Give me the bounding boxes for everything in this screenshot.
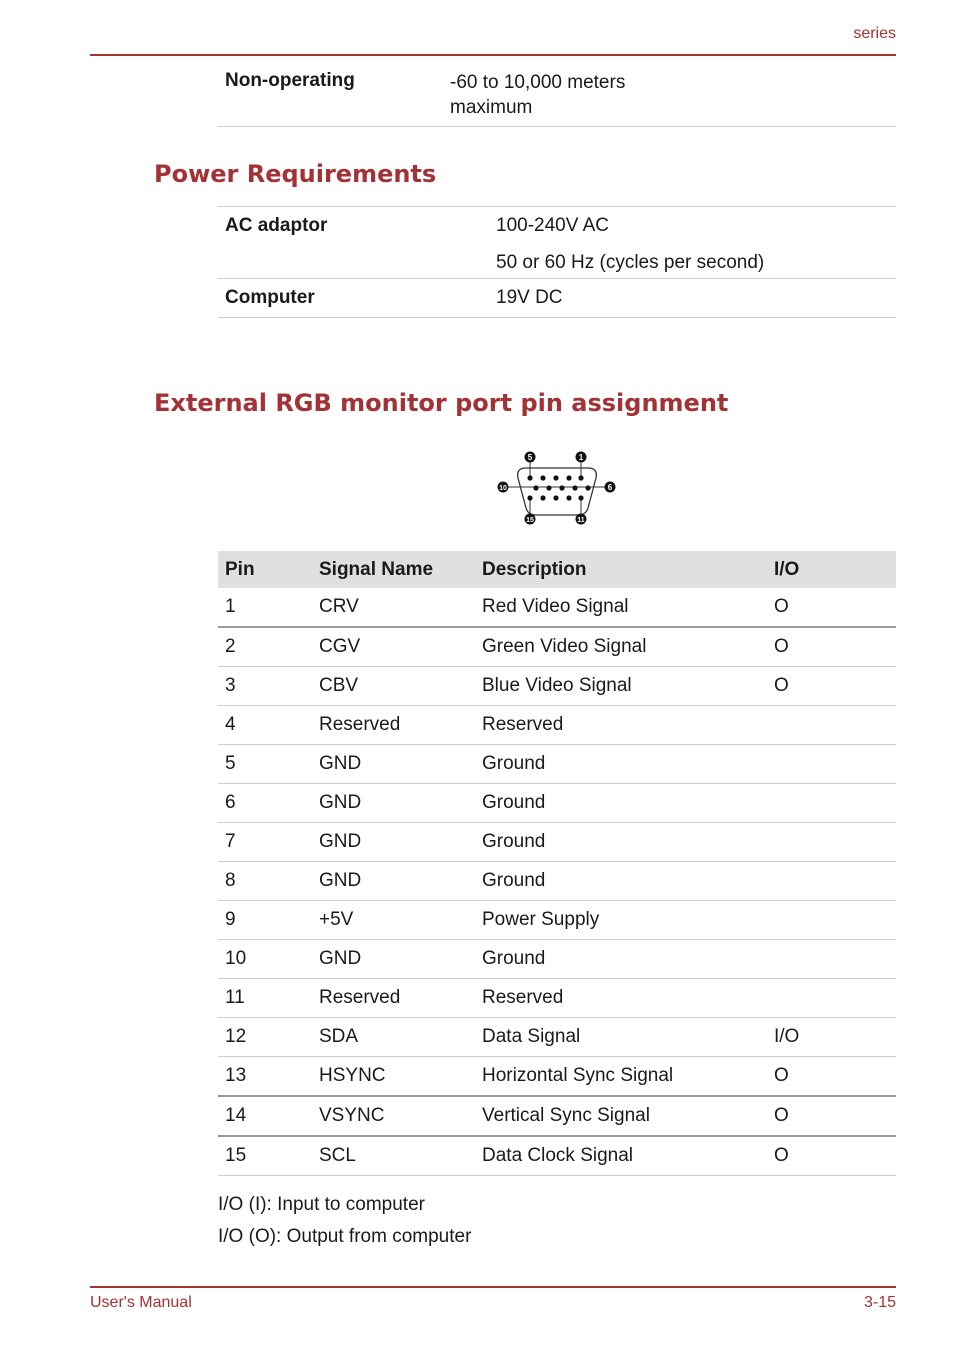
power-row xyxy=(218,207,896,279)
table-cell xyxy=(767,901,896,940)
table-cell xyxy=(767,745,896,784)
column-header: Description xyxy=(475,551,767,588)
table-row xyxy=(218,1136,896,1176)
table-cell: HSYNC xyxy=(312,1057,475,1097)
table-row xyxy=(218,1018,896,1057)
altitude-table xyxy=(218,62,896,127)
table-cell: Power Supply xyxy=(475,901,767,940)
table-cell: 7 xyxy=(218,823,312,862)
table-row xyxy=(218,1096,896,1136)
connector-label: 15 xyxy=(526,517,534,524)
table-cell: 14 xyxy=(218,1096,312,1136)
table-cell: SCL xyxy=(312,1136,475,1176)
rgb-section-title: External RGB monitor port pin assignment xyxy=(154,389,729,417)
table-cell xyxy=(767,940,896,979)
table-cell: O xyxy=(767,1096,896,1136)
connector-label: 10 xyxy=(499,485,507,492)
table-row xyxy=(218,667,896,706)
io-notes xyxy=(218,1192,471,1256)
table-cell: 5 xyxy=(218,745,312,784)
connector-label: 5 xyxy=(527,453,533,462)
power-row-value: 50 or 60 Hz (cycles per second) xyxy=(496,252,765,273)
table-cell: 9 xyxy=(218,901,312,940)
table-cell: 1 xyxy=(218,588,312,627)
table-cell: Reserved xyxy=(475,706,767,745)
table-row xyxy=(218,979,896,1018)
header-series: series xyxy=(853,25,896,42)
altitude-label: Non-operating xyxy=(225,70,355,91)
table-cell: CBV xyxy=(312,667,475,706)
connector-label: 6 xyxy=(607,483,613,492)
table-cell xyxy=(767,823,896,862)
table-cell: GND xyxy=(312,823,475,862)
footer-manual-title: User's Manual xyxy=(90,1294,192,1311)
table-row xyxy=(218,784,896,823)
table-cell: 11 xyxy=(218,979,312,1018)
table-cell: +5V xyxy=(312,901,475,940)
column-header: I/O xyxy=(767,551,896,588)
table-cell: GND xyxy=(312,745,475,784)
table-cell: 8 xyxy=(218,862,312,901)
table-cell: 2 xyxy=(218,627,312,667)
table-cell xyxy=(767,706,896,745)
footer-rule xyxy=(90,1286,896,1288)
table-cell: GND xyxy=(312,940,475,979)
table-cell: Ground xyxy=(475,784,767,823)
power-row-label: AC adaptor xyxy=(225,215,328,236)
table-row xyxy=(218,1057,896,1097)
table-cell xyxy=(767,862,896,901)
table-cell xyxy=(767,979,896,1018)
table-cell: Red Video Signal xyxy=(475,588,767,627)
table-cell: 15 xyxy=(218,1136,312,1176)
table-cell: 12 xyxy=(218,1018,312,1057)
table-cell: Green Video Signal xyxy=(475,627,767,667)
table-cell: O xyxy=(767,667,896,706)
power-section-title: Power Requirements xyxy=(154,160,437,188)
altitude-value: -60 to 10,000 meters maximum xyxy=(450,72,626,118)
table-cell: Blue Video Signal xyxy=(475,667,767,706)
table-row xyxy=(218,706,896,745)
footer-page-number: 3-15 xyxy=(863,1294,896,1311)
table-cell: Vertical Sync Signal xyxy=(475,1096,767,1136)
table-cell: Ground xyxy=(475,823,767,862)
table-row xyxy=(218,627,896,667)
column-header: Pin xyxy=(218,551,312,588)
table-cell: Ground xyxy=(475,940,767,979)
note-text: I/O (I): Input to computer xyxy=(218,1194,425,1215)
table-cell: 3 xyxy=(218,667,312,706)
pin-assignment-table xyxy=(218,551,896,1176)
column-header: Signal Name xyxy=(312,551,475,588)
connector-label: 11 xyxy=(577,517,585,524)
table-cell: O xyxy=(767,627,896,667)
vga-connector-icon xyxy=(496,448,618,528)
table-header-row xyxy=(218,551,896,588)
table-cell: CRV xyxy=(312,588,475,627)
table-cell: I/O xyxy=(767,1018,896,1057)
table-cell: VSYNC xyxy=(312,1096,475,1136)
table-cell: 4 xyxy=(218,706,312,745)
table-cell: GND xyxy=(312,784,475,823)
table-cell: Data Clock Signal xyxy=(475,1136,767,1176)
table-cell: CGV xyxy=(312,627,475,667)
table-row xyxy=(218,862,896,901)
table-cell: Reserved xyxy=(312,706,475,745)
header-rule xyxy=(90,54,896,56)
table-row xyxy=(218,823,896,862)
table-cell: SDA xyxy=(312,1018,475,1057)
power-table xyxy=(218,206,896,318)
table-cell: Data Signal xyxy=(475,1018,767,1057)
table-row xyxy=(218,940,896,979)
table-cell: O xyxy=(767,1057,896,1097)
table-cell xyxy=(767,784,896,823)
power-row-value: 19V DC xyxy=(496,287,563,308)
table-cell: O xyxy=(767,1136,896,1176)
table-cell: 13 xyxy=(218,1057,312,1097)
table-row xyxy=(218,745,896,784)
power-row xyxy=(218,279,896,318)
table-cell: Ground xyxy=(475,862,767,901)
table-cell: Reserved xyxy=(475,979,767,1018)
table-row xyxy=(218,588,896,627)
table-cell: O xyxy=(767,588,896,627)
power-row-label: Computer xyxy=(225,287,315,308)
table-row xyxy=(218,901,896,940)
table-cell: 10 xyxy=(218,940,312,979)
note-text: I/O (O): Output from computer xyxy=(218,1226,472,1247)
connector-label: 1 xyxy=(578,453,584,462)
table-cell: Ground xyxy=(475,745,767,784)
table-cell: GND xyxy=(312,862,475,901)
power-row-value: 100-240V AC xyxy=(496,215,610,236)
table-cell: Horizontal Sync Signal xyxy=(475,1057,767,1097)
table-cell: 6 xyxy=(218,784,312,823)
table-cell: Reserved xyxy=(312,979,475,1018)
